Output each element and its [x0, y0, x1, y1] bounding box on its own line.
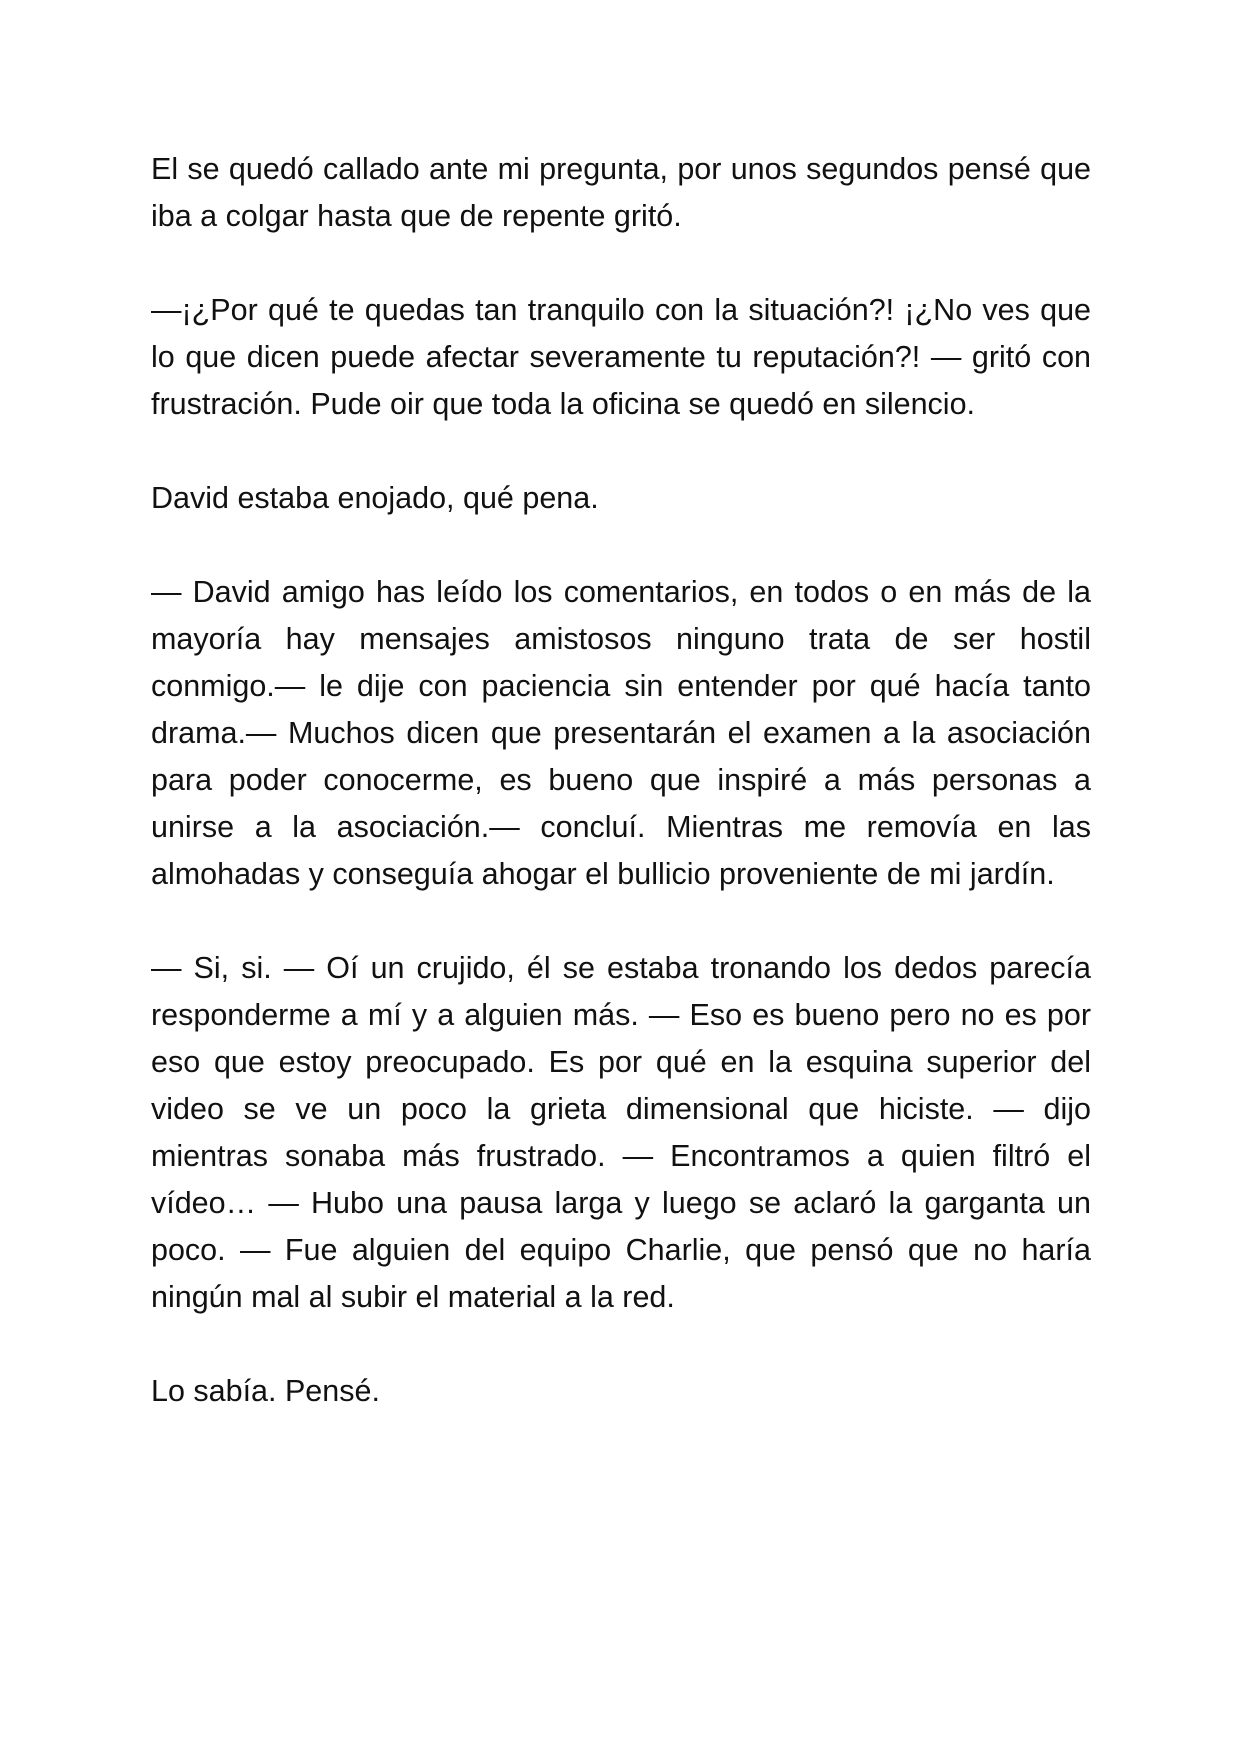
paragraph: — Si, si. — Oí un crujido, él se estaba tronando los dedos parecía responderme a mí y a alguien más. — Eso es bueno pero no es por eso que estoy preocupado. Es por qué en la esquina superior del video se ve un poco la grieta dimensional que hiciste. — dijo mientras sonaba más frustrado. — Encontramos a quien filtró el vídeo… — Hubo una pausa larga y luego se aclaró la garganta un poco. — Fue alguien del equipo Charlie, que pensó que no haría ningún mal al subir el material a la red. — [151, 951, 1091, 1314]
paragraph: El se quedó callado ante mi pregunta, por unos segundos pensé que iba a colgar hasta que de repente gritó. — [151, 152, 1091, 233]
document-body — [151, 146, 1091, 1415]
paragraph: David estaba enojado, qué pena. — [151, 481, 599, 515]
paragraph: — David amigo has leído los comentarios, en todos o en más de la mayoría hay mensajes amistosos ninguno trata de ser hostil conmigo.— le dije con paciencia sin entender por qué hacía tanto drama.— Muchos dicen que presentarán el examen a la asociación para poder conocerme, es bueno que inspiré a más personas a unirse a la asociación.— concluí. Mientras me removía en las almohadas y conseguía ahogar el bullicio proveniente de mi jardín. — [151, 575, 1091, 891]
paragraph: —¡¿Por qué te quedas tan tranquilo con la situación?! ¡¿No ves que lo que dicen puede afectar severamente tu reputación?! — gritó con frustración. Pude oir que toda la oficina se quedó en silencio. — [151, 293, 1091, 421]
paragraph: Lo sabía. Pensé. — [151, 1374, 380, 1408]
